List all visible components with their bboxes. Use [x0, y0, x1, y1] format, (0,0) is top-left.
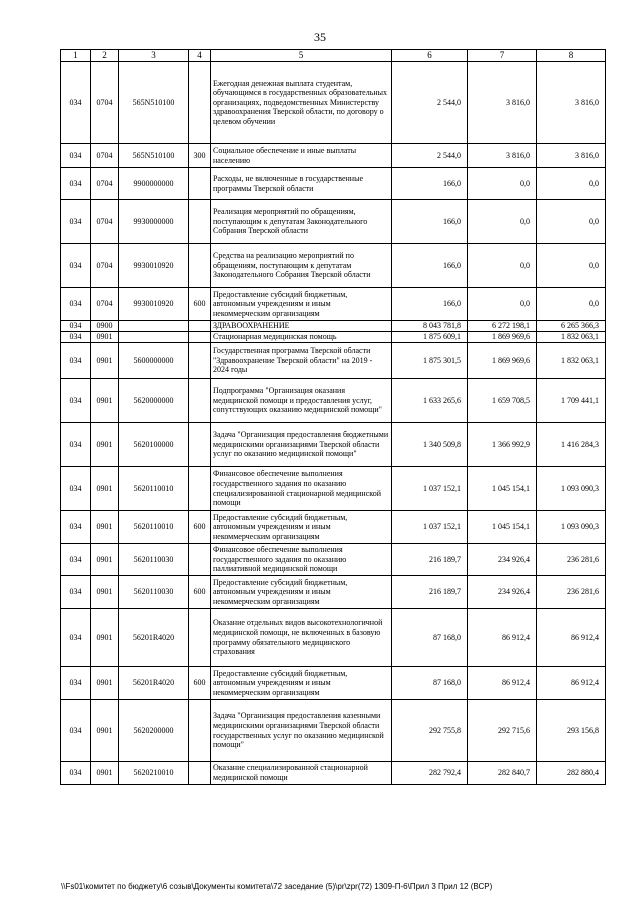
header-col-4: 4	[189, 50, 211, 62]
target-code: 5600000000	[119, 343, 189, 379]
target-code	[119, 332, 189, 343]
target-code: 5620110030	[119, 576, 189, 609]
target-code: 5620110030	[119, 544, 189, 576]
amount-col8: 3 816,0	[537, 144, 606, 168]
amount-col7: 3 816,0	[468, 62, 537, 144]
target-code: 5620000000	[119, 379, 189, 423]
expense-code	[189, 379, 211, 423]
amount-col8: 0,0	[537, 244, 606, 288]
expense-code: 600	[189, 511, 211, 544]
item-name: Финансовое обеспечение выполнения государственного задания по оказанию паллиативной медицинской помощи	[211, 544, 392, 576]
amount-col6: 87 168,0	[392, 667, 468, 700]
amount-col7: 1 659 708,5	[468, 379, 537, 423]
amount-col6: 1 875 609,1	[392, 332, 468, 343]
amount-col7: 0,0	[468, 168, 537, 200]
table-row	[61, 379, 606, 423]
amount-col6: 1 037 152,1	[392, 467, 468, 511]
section-code: 0901	[91, 343, 119, 379]
item-name: Предоставление субсидий бюджетным, автономным учреждениям и иным некоммерческим организациям	[211, 576, 392, 609]
section-code: 0704	[91, 62, 119, 144]
section-code: 0704	[91, 200, 119, 244]
item-name: Задача "Организация предоставления казенными медицинскими организациями Тверской области государственных услуг по оказанию медицинской помощи"	[211, 700, 392, 762]
target-code: 5620200000	[119, 700, 189, 762]
amount-col8: 6 265 366,3	[537, 321, 606, 332]
amount-col6: 166,0	[392, 288, 468, 321]
target-code: 5620110010	[119, 467, 189, 511]
section-code: 0901	[91, 511, 119, 544]
header-col-2: 2	[91, 50, 119, 62]
org-code: 034	[61, 423, 91, 467]
expense-code	[189, 423, 211, 467]
amount-col8: 293 156,8	[537, 700, 606, 762]
amount-col6: 166,0	[392, 168, 468, 200]
section-code: 0704	[91, 144, 119, 168]
org-code: 034	[61, 667, 91, 700]
org-code: 034	[61, 511, 91, 544]
file-path-footer: \\Fs01\комитет по бюджету\6 созыв\Документы комитета\72 заседание (5)\pr\zpr(72) 1309-П-6\Прил 3 Прил 12 (ВСР)	[61, 882, 493, 891]
table-row	[61, 321, 606, 332]
amount-col6: 216 189,7	[392, 544, 468, 576]
target-code: 5620210010	[119, 762, 189, 785]
amount-col6: 166,0	[392, 244, 468, 288]
table-row	[61, 511, 606, 544]
budget-table	[60, 49, 606, 785]
table-row	[61, 168, 606, 200]
expense-code	[189, 321, 211, 332]
amount-col6: 282 792,4	[392, 762, 468, 785]
section-code: 0901	[91, 667, 119, 700]
section-code: 0901	[91, 467, 119, 511]
section-code: 0900	[91, 321, 119, 332]
amount-col7: 1 869 969,6	[468, 332, 537, 343]
target-code: 9930000000	[119, 200, 189, 244]
target-code: 56201R4020	[119, 667, 189, 700]
amount-col7: 1 045 154,1	[468, 511, 537, 544]
amount-col7: 1 366 992,9	[468, 423, 537, 467]
amount-col7: 234 926,4	[468, 576, 537, 609]
amount-col8: 86 912,4	[537, 609, 606, 667]
header-col-7: 7	[468, 50, 537, 62]
header-col-5: 5	[211, 50, 392, 62]
section-code: 0704	[91, 244, 119, 288]
expense-code	[189, 200, 211, 244]
expense-code	[189, 762, 211, 785]
amount-col6: 1 340 509,8	[392, 423, 468, 467]
org-code: 034	[61, 288, 91, 321]
table-row	[61, 343, 606, 379]
amount-col7: 0,0	[468, 200, 537, 244]
amount-col7: 0,0	[468, 288, 537, 321]
item-name: Задача "Организация предоставления бюджетными медицинскими организациями Тверской области услуг по оказанию медицинской помощи"	[211, 423, 392, 467]
amount-col8: 1 709 441,1	[537, 379, 606, 423]
section-code: 0901	[91, 332, 119, 343]
expense-code	[189, 609, 211, 667]
amount-col8: 0,0	[537, 200, 606, 244]
amount-col6: 216 189,7	[392, 576, 468, 609]
amount-col8: 86 912,4	[537, 667, 606, 700]
table-row	[61, 762, 606, 785]
org-code: 034	[61, 168, 91, 200]
section-code: 0901	[91, 379, 119, 423]
expense-code	[189, 62, 211, 144]
section-code: 0704	[91, 288, 119, 321]
target-code: 565N510100	[119, 62, 189, 144]
org-code: 034	[61, 332, 91, 343]
page-number: 35	[314, 30, 326, 44]
amount-col8: 1 093 090,3	[537, 511, 606, 544]
header-col-1: 1	[61, 50, 91, 62]
org-code: 034	[61, 62, 91, 144]
section-code: 0901	[91, 609, 119, 667]
amount-col8: 282 880,4	[537, 762, 606, 785]
item-name: Предоставление субсидий бюджетным, автономным учреждениям и иным некоммерческим организациям	[211, 667, 392, 700]
amount-col8: 1 416 284,3	[537, 423, 606, 467]
amount-col6: 2 544,0	[392, 62, 468, 144]
amount-col6: 1 037 152,1	[392, 511, 468, 544]
item-name: Стационарная медицинская помощь	[211, 332, 392, 343]
target-code: 5620110010	[119, 511, 189, 544]
section-code: 0901	[91, 544, 119, 576]
org-code: 034	[61, 467, 91, 511]
org-code: 034	[61, 379, 91, 423]
org-code: 034	[61, 144, 91, 168]
amount-col7: 86 912,4	[468, 667, 537, 700]
item-name: Оказание специализированной стационарной медицинской помощи	[211, 762, 392, 785]
org-code: 034	[61, 244, 91, 288]
header-col-3: 3	[119, 50, 189, 62]
expense-code	[189, 332, 211, 343]
table-row	[61, 667, 606, 700]
expense-code: 300	[189, 144, 211, 168]
target-code: 565N510100	[119, 144, 189, 168]
section-code: 0901	[91, 762, 119, 785]
item-name: Предоставление субсидий бюджетным, автономным учреждениям и иным некоммерческим организациям	[211, 511, 392, 544]
amount-col8: 1 832 063,1	[537, 332, 606, 343]
target-code: 9930010920	[119, 288, 189, 321]
org-code: 034	[61, 321, 91, 332]
amount-col7: 234 926,4	[468, 544, 537, 576]
section-code: 0901	[91, 700, 119, 762]
amount-col7: 0,0	[468, 244, 537, 288]
target-code: 9930010920	[119, 244, 189, 288]
table-row	[61, 200, 606, 244]
item-name: Финансовое обеспечение выполнения государственного задания по оказанию специализированной стационарной медицинской помощи	[211, 467, 392, 511]
amount-col7: 6 272 198,1	[468, 321, 537, 332]
amount-col7: 282 840,7	[468, 762, 537, 785]
amount-col8: 1 093 090,3	[537, 467, 606, 511]
expense-code	[189, 544, 211, 576]
table-row	[61, 288, 606, 321]
amount-col8: 0,0	[537, 288, 606, 321]
org-code: 034	[61, 544, 91, 576]
expense-code: 600	[189, 576, 211, 609]
amount-col8: 0,0	[537, 168, 606, 200]
target-code: 9900000000	[119, 168, 189, 200]
expense-code: 600	[189, 667, 211, 700]
table-row	[61, 332, 606, 343]
amount-col8: 236 281,6	[537, 576, 606, 609]
table-row	[61, 609, 606, 667]
org-code: 034	[61, 576, 91, 609]
section-code: 0704	[91, 168, 119, 200]
amount-col7: 292 715,6	[468, 700, 537, 762]
amount-col7: 86 912,4	[468, 609, 537, 667]
item-name: Социальное обеспечение и иные выплаты населению	[211, 144, 392, 168]
item-name: Реализация мероприятий по обращениям, поступающим к депутатам Законодательного Собрания Тверской области	[211, 200, 392, 244]
expense-code	[189, 467, 211, 511]
amount-col7: 1 869 969,6	[468, 343, 537, 379]
item-name: Подпрограмма "Организация оказания медицинской помощи и предоставления услуг, сопутствующих оказанию медицинской помощи"	[211, 379, 392, 423]
table-row	[61, 700, 606, 762]
expense-code	[189, 343, 211, 379]
target-code: 56201R4020	[119, 609, 189, 667]
amount-col6: 292 755,8	[392, 700, 468, 762]
org-code: 034	[61, 700, 91, 762]
expense-code	[189, 244, 211, 288]
amount-col7: 1 045 154,1	[468, 467, 537, 511]
table-row	[61, 62, 606, 144]
table-row	[61, 423, 606, 467]
expense-code	[189, 700, 211, 762]
table-header-row	[61, 50, 606, 62]
org-code: 034	[61, 609, 91, 667]
header-col-8: 8	[537, 50, 606, 62]
table-row	[61, 467, 606, 511]
expense-code	[189, 168, 211, 200]
org-code: 034	[61, 343, 91, 379]
target-code	[119, 321, 189, 332]
item-name: Расходы, не включенные в государственные программы Тверской области	[211, 168, 392, 200]
amount-col6: 1 633 265,6	[392, 379, 468, 423]
table-row	[61, 544, 606, 576]
item-name: ЗДРАВООХРАНЕНИЕ	[211, 321, 392, 332]
item-name: Ежегодная денежная выплата студентам, обучающимся в государственных образовательных организациях, подведомственных Министерству здравоохранения Тверской области, по договору о целевом обучении	[211, 62, 392, 144]
amount-col6: 2 544,0	[392, 144, 468, 168]
org-code: 034	[61, 762, 91, 785]
header-col-6: 6	[392, 50, 468, 62]
amount-col8: 3 816,0	[537, 62, 606, 144]
item-name: Государственная программа Тверской области "Здравоохранение Тверской области" на 2019 - 2024 годы	[211, 343, 392, 379]
table-row	[61, 244, 606, 288]
amount-col8: 236 281,6	[537, 544, 606, 576]
section-code: 0901	[91, 576, 119, 609]
item-name: Средства на реализацию мероприятий по обращениям, поступающим к депутатам Законодательного Собрания Тверской области	[211, 244, 392, 288]
table-row	[61, 144, 606, 168]
expense-code: 600	[189, 288, 211, 321]
amount-col6: 166,0	[392, 200, 468, 244]
amount-col6: 1 875 301,5	[392, 343, 468, 379]
item-name: Оказание отдельных видов высокотехнологичной медицинской помощи, не включенных в базовую программу обязательного медицинского страхования	[211, 609, 392, 667]
section-code: 0901	[91, 423, 119, 467]
amount-col6: 8 043 781,8	[392, 321, 468, 332]
amount-col8: 1 832 063,1	[537, 343, 606, 379]
org-code: 034	[61, 200, 91, 244]
target-code: 5620100000	[119, 423, 189, 467]
table-row	[61, 576, 606, 609]
amount-col6: 87 168,0	[392, 609, 468, 667]
item-name: Предоставление субсидий бюджетным, автономным учреждениям и иным некоммерческим организациям	[211, 288, 392, 321]
amount-col7: 3 816,0	[468, 144, 537, 168]
